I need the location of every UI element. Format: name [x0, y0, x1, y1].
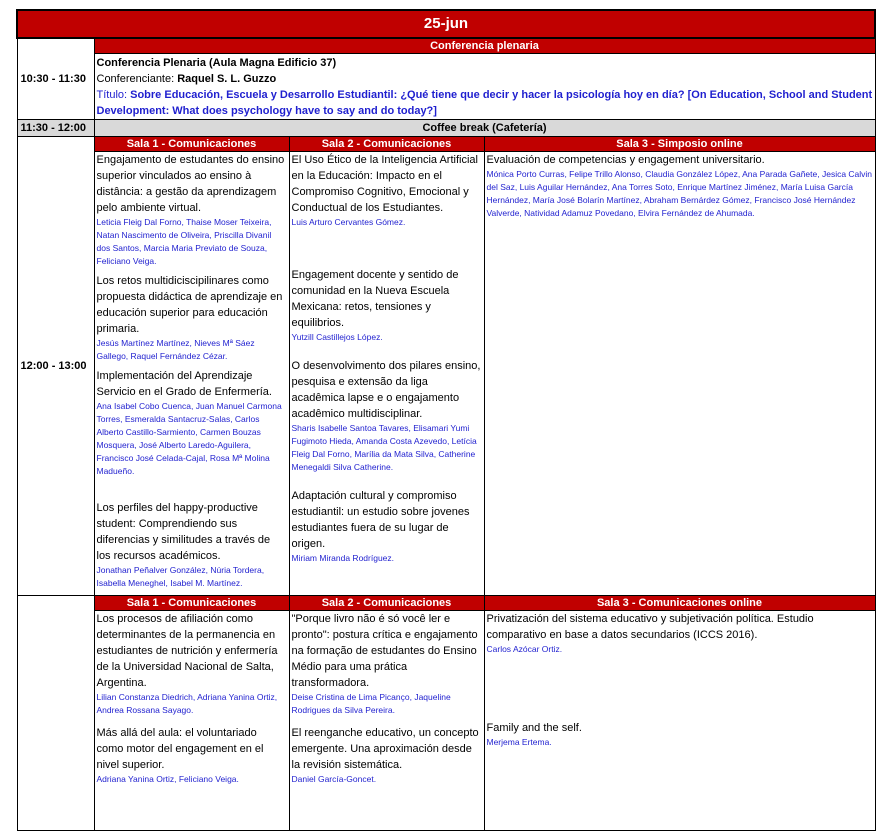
paper	[292, 267, 482, 344]
block2-sala2-header: Sala 2 - Comunicaciones	[289, 596, 484, 611]
paper-title: Engagement docente y sentido de comunidad en la Nueva Escuela Mexicana: retos, tensiones y equilibrios.	[291, 269, 459, 329]
coffee-break-label: Coffee break (Cafetería)	[94, 120, 875, 137]
paper-title: Family and the self.	[486, 722, 582, 734]
paper	[487, 152, 873, 220]
plenary-time: 10:30 - 11:30	[17, 38, 94, 120]
schedule-table	[16, 9, 876, 831]
paper	[292, 488, 482, 565]
block1-sala2-cell	[289, 152, 484, 596]
paper-authors: Daniel García-Goncet.	[291, 774, 377, 784]
paper-authors: Leticia Fleig Dal Forno, Thaise Moser Teixeira, Natan Nascimento de Oliveira, Priscilla Divanil dos Santos, Marcia Maria Previato de Souza, Feliciano Veiga.	[96, 217, 272, 266]
paper-authors: Yutzill Castillejos López.	[291, 332, 383, 342]
block1-sala3-header: Sala 3 - Simposio online	[484, 137, 875, 152]
paper	[97, 273, 287, 363]
paper-title: "Porque livro não é só você ler e pronto": postura crítica e engajamento na formação de estudantes do Ensino Médio para uma prática transformadora.	[291, 613, 478, 689]
paper-title: El Uso Ético de la Inteligencia Artificial en la Educación: Impacto en el Compromiso Cognitivo, Emocional y Conductual de los Estudiantes.	[291, 154, 478, 214]
block1-time: 12:00 - 13:00	[17, 137, 94, 596]
plenary-title: Sobre Educación, Escuela y Desarrollo Estudiantil: ¿Qué tiene que decir y hacer la psicología hoy en día? [On Education, School and Student Development: What does psychology have to say and do today?]	[96, 89, 873, 117]
paper-title: O desenvolvimento dos pilares ensino, pesquisa e extensão da liga acadêmica lapse e o engajamento acadêmico multidisciplinar.	[291, 360, 481, 420]
block2-sala3-header: Sala 3 - Comunicaciones online	[484, 596, 875, 611]
paper	[97, 500, 287, 590]
block2-sala1-cell	[94, 611, 289, 831]
plenary-details	[94, 54, 875, 120]
paper	[97, 152, 287, 268]
paper	[97, 368, 287, 478]
paper-authors: Lilian Constanza Diedrich, Adriana Yanina Ortiz, Andrea Rossana Sayago.	[96, 692, 278, 715]
block1-sala1-header: Sala 1 - Comunicaciones	[94, 137, 289, 152]
paper-title: El reenganche educativo, un concepto emergente. Una aproximación desde la revisión sistemática.	[291, 727, 479, 771]
title-label: Título:	[96, 89, 131, 101]
speaker-name: Raquel S. L. Guzzo	[177, 73, 277, 85]
paper	[292, 152, 482, 229]
paper-authors: Jesús Martínez Martínez, Nieves Mª Sáez Gallego, Raquel Fernández Cézar.	[96, 338, 255, 361]
block2-sala3-cell	[484, 611, 875, 831]
paper-authors: Carlos Azócar Ortiz.	[486, 644, 563, 654]
block1-sala2-header: Sala 2 - Comunicaciones	[289, 137, 484, 152]
paper-authors: Deise Cristina de Lima Picanço, Jaqueline Rodrigues da Silva Pereira.	[291, 692, 451, 715]
paper-authors: Luis Arturo Cervantes Gómez.	[291, 217, 406, 227]
paper-authors: Mónica Porto Curras, Felipe Trillo Alonso, Claudia González López, Ana Parada Gañete, Jesica Calvin del Saz, Luis Aguilar Hernández, Ana Torres Soto, Enrique Martínez Jiménez, María Luisa García Hernández, María José Bolarín Martínez, Abraham Bernárdez Gómez, Francisco José Hernández Valverde, Natividad Adamuz Povedano, Elvira Fernández de Ahumada.	[486, 169, 873, 218]
paper-title: Evaluación de competencias y engagement universitario.	[486, 154, 765, 166]
paper-title: Implementación del Aprendizaje Servicio en el Grado de Enfermería.	[96, 370, 272, 398]
paper-title: Privatización del sistema educativo y subjetivación política. Estudio comparativo en base a datos secundarios (ICCS 2016).	[486, 613, 814, 641]
paper-title: Más allá del aula: el voluntariado como motor del engagement en el nivel superior.	[96, 727, 264, 771]
paper-authors: Adriana Yanina Ortiz, Feliciano Veiga.	[96, 774, 239, 784]
paper	[292, 725, 482, 786]
block2-sala1-header: Sala 1 - Comunicaciones	[94, 596, 289, 611]
speaker-label: Conferenciante:	[96, 73, 178, 85]
paper-title: Los perfiles del happy-productive student: Comprendiendo sus diferencias y similitudes a través de los recursos académicos.	[96, 502, 271, 562]
paper	[292, 611, 482, 717]
plenary-title-line	[97, 87, 873, 119]
block1-sala3-cell	[484, 152, 875, 596]
block2-time	[17, 596, 94, 831]
paper-title: Adaptación cultural y compromiso estudiantil: un estudio sobre jovenes estudiantes fuera de su lugar de origen.	[291, 490, 470, 550]
paper-authors: Sharis Isabelle Santoa Tavares, Elisamari Yumi Fugimoto Hieda, Amanda Costa Azevedo, Letícia Fleig Dal Forno, Marília da Mata Silva, Catherine Menegaldi Silva Catherine.	[291, 423, 477, 472]
paper-authors: Miriam Miranda Rodríguez.	[291, 553, 395, 563]
paper	[292, 358, 482, 474]
paper-authors: Jonathan Peñalver González, Núria Tordera, Isabella Meneghel, Isabel M. Martínez.	[96, 565, 265, 588]
block2-sala2-cell	[289, 611, 484, 831]
day-header: 25-jun	[17, 10, 875, 38]
plenary-venue: Conferencia Plenaria (Aula Magna Edificio 37)	[96, 57, 337, 69]
paper-authors: Merjema Ertema.	[486, 737, 552, 747]
paper-title: Engajamento de estudantes do ensino superior vinculados ao ensino à distância: a gestão da aprendizagem pelo ambiente virtual.	[96, 154, 285, 214]
paper-authors: Ana Isabel Cobo Cuenca, Juan Manuel Carmona Torres, Esmeralda Santacruz-Salas, Carlos Alberto Castillo-Sarmiento, Carmen Bouzas Mosquera, José Alberto Laredo-Aguilera, Francisco José Celada-Cajal, Rosa Mª Molina Madueño.	[96, 401, 282, 476]
plenary-header: Conferencia plenaria	[94, 38, 875, 54]
plenary-speaker-line	[97, 71, 873, 87]
paper	[97, 725, 287, 786]
paper-title: Los retos multidiciscipilinares como propuesta didáctica de aprendizaje en educación superior para educación primaria.	[96, 275, 283, 335]
break-time: 11:30 - 12:00	[17, 120, 94, 137]
paper	[487, 611, 873, 656]
block1-sala1-cell	[94, 152, 289, 596]
paper-title: Los procesos de afiliación como determinantes de la permanencia en estudiantes de nutrición y enfermería de la Universidad Nacional de Salta, Argentina.	[96, 613, 278, 689]
paper	[487, 720, 873, 749]
paper	[97, 611, 287, 717]
